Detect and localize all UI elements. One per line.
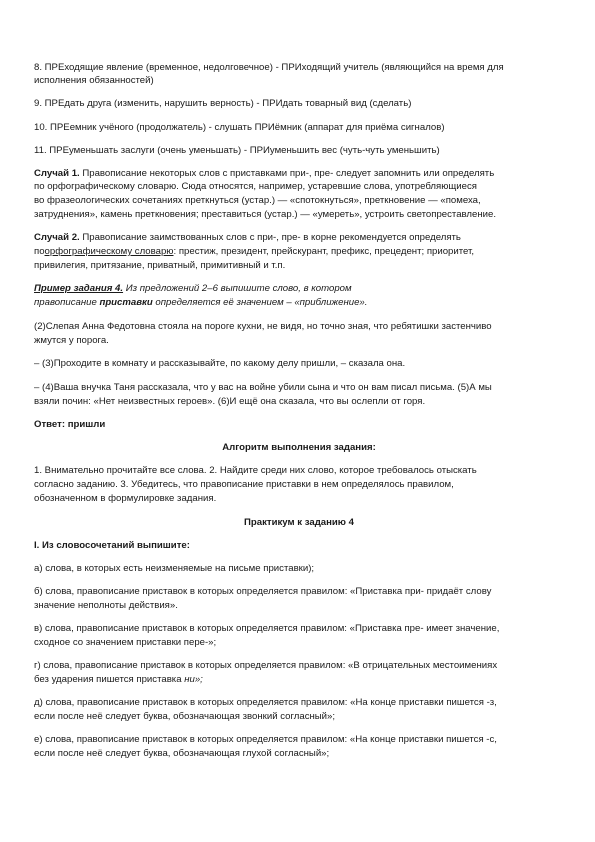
dictionary-link[interactable]: орфографическому словарю <box>44 246 174 257</box>
item-b-line2: значение неполноты действия». <box>34 600 178 611</box>
case2-text-pre: по <box>34 246 45 257</box>
item-a: а) слова, в которых есть неизменяемые на письме приставки); <box>34 563 315 574</box>
case2-line3: привилегия, притязание, приватный, примитивный и т.п. <box>34 260 286 271</box>
example4-text-post: определяется её значением – «приближение». <box>152 297 368 308</box>
item-d-line1: д) слова, правописание приставок в которых определяется правилом: «На конце приставки пишется -з, <box>34 697 497 708</box>
practicum-section: I. Из словосочетаний выпишите: <box>34 540 190 551</box>
item-g-line2 <box>34 673 564 687</box>
example4-line2 <box>34 296 564 310</box>
item-v-line2: сходное со значением приставки пере-»; <box>34 637 217 648</box>
item-g-italic: ни»; <box>184 674 203 685</box>
sentence2-line1: (2)Слепая Анна Федотовна стояла на пороге кухни, не видя, но точно зная, что ребятишки застенчиво <box>34 321 492 332</box>
paragraph-8-line1: 8. ПРЕходящие явление (временное, недолговечное) - ПРИходящий учитель (являющийся на время для <box>34 62 504 73</box>
example4-line1 <box>34 282 564 296</box>
sentence3: – (3)Проходите в комнату и рассказывайте, по какому делу пришли, – сказала она. <box>34 358 406 369</box>
algorithm-line3: обозначенном в формулировке задания. <box>34 493 217 504</box>
sentence2-line2: жмутся у порога. <box>34 335 109 346</box>
practicum-title: Практикум к заданию 4 <box>243 517 355 528</box>
case1-line4: затруднения», камень преткновения; преставиться (устар.) — «умереть», устроить светопреставление. <box>34 209 497 220</box>
algorithm-title: Алгоритм выполнения задания: <box>222 442 376 453</box>
case1-text1: Правописание некоторых слов с приставками при-, пре- следует запомнить или определять <box>79 168 495 179</box>
example4-text1: Из предложений 2–6 выпишите слово, в котором <box>123 283 352 294</box>
paragraph-9: 9. ПРЕдать друга (изменить, нарушить верность) - ПРИдать товарный вид (сделать) <box>34 98 412 109</box>
case1-line2: по орфографическому словарю. Сюда относятся, например, устаревшие слова, употребляющиеся <box>34 181 477 192</box>
item-e-line1: е) слова, правописание приставок в которых определяется правилом: «На конце приставки пишется -с, <box>34 734 497 745</box>
case2-text-post: : престиж, президент, прейскурант, префикс, прецедент; приоритет, <box>173 246 475 257</box>
case2-text1: Правописание заимствованных слов с при-, пре- в корне рекомендуется определять <box>79 232 461 243</box>
item-b-line1: б) слова, правописание приставок в которых определяется правилом: «Приставка при- придаёт слову <box>34 586 492 597</box>
sentence4-line1: – (4)Ваша внучка Таня рассказала, что у вас на войне убили сына и что он вам писал письма. (5)А мы <box>34 382 492 393</box>
sentence4-line2: взяли почин: «Нет неизвестных героев». (6)И ещё она сказала, что вы ослепли от горя. <box>34 396 426 407</box>
item-e-line2: если после неё следует буква, обозначающая глухой согласный»; <box>34 748 330 759</box>
case1-label: Случай 1. <box>34 168 80 179</box>
algorithm-line2: согласно заданию. 3. Убедитесь, что правописание приставки в нем определялось правилом, <box>34 479 454 490</box>
paragraph-11: 11. ПРЕуменьшать заслуги (очень уменьшать) - ПРИуменьшить вес (чуть-чуть уменьшить) <box>34 145 440 156</box>
item-v-line1: в) слова, правописание приставок в которых определяется правилом: «Приставка пре- имеет значение, <box>34 623 500 634</box>
paragraph-8-line2: исполнения обязанностей) <box>34 75 154 86</box>
item-g-text: без ударения пишется приставка <box>34 674 185 685</box>
paragraph-10: 10. ПРЕемник учёного (продолжатель) - слушать ПРИёмник (аппарат для приёма сигналов) <box>34 122 445 133</box>
example4-label: Пример задания 4. <box>34 283 124 294</box>
case2-line1 <box>34 231 564 245</box>
case1-line3: во фразеологических сочетаниях преткнуться (устар.) — «спотокнуться», преткновение — «помеха, <box>34 195 481 206</box>
example4-bold-word: приставки <box>99 297 153 308</box>
case2-label: Случай 2. <box>34 232 80 243</box>
case2-line2 <box>34 245 564 259</box>
example4-text-pre: правописание <box>34 297 100 308</box>
case1-line1 <box>34 167 564 181</box>
answer: Ответ: пришли <box>34 419 106 430</box>
algorithm-line1: 1. Внимательно прочитайте все слова. 2. Найдите среди них слово, которое требовалось отыскать <box>34 465 477 476</box>
item-g-line1: г) слова, правописание приставок в которых определяется правилом: «В отрицательных местоимениях <box>34 660 498 671</box>
item-d-line2: если после неё следует буква, обозначающая звонкий согласный»; <box>34 711 336 722</box>
